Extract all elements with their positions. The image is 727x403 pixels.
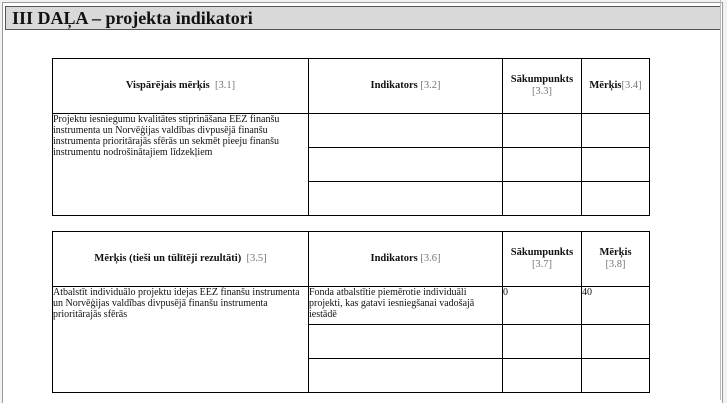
baseline-header — [503, 232, 582, 287]
header-ref: [3.8] — [605, 259, 626, 270]
header-ref: [3.3] — [531, 86, 553, 97]
results-objective-cell[interactable]: Atbalstīt individuālo projektu idejas EEZ finanšu instrumenta un Norvēģijas valdības divpusējā finanšu instrumenta prioritārajās sfērās — [53, 287, 309, 393]
overall-objective-header — [53, 59, 309, 114]
target-cell[interactable]: 40 — [582, 287, 650, 325]
table-row — [53, 287, 650, 325]
header-ref: [3.1] — [215, 80, 236, 91]
indicator-cell[interactable]: Fonda atbalstītie piemērotie individuāli projekti, kas gatavi iesniegšanai vadošajā iestādē — [309, 287, 503, 325]
section-title: III DAĻA – projekta indikatori — [5, 6, 721, 30]
target-cell[interactable] — [582, 148, 650, 182]
header-label: Vispārējais mērķis — [125, 80, 210, 91]
target-cell[interactable] — [582, 359, 650, 393]
indicator-header — [309, 59, 503, 114]
baseline-header — [503, 59, 582, 114]
indicator-cell[interactable] — [309, 359, 503, 393]
table-header-row — [53, 59, 650, 114]
header-label: Mērķis (tieši un tūlītēji rezultāti) — [94, 253, 242, 264]
table-header-row — [53, 232, 650, 287]
overall-objective-table — [52, 58, 650, 216]
target-header — [582, 232, 650, 287]
overall-objective-cell[interactable]: Projektu iesniegumu kvalitātes stiprināšana EEZ finanšu instrumenta un Norvēģijas valdības divpusējā finanšu instrumenta prioritārajās sfērās un sekmēt pieeju finanšu instrumentu nodrošinātajiem līdzekļiem — [53, 114, 309, 216]
baseline-cell[interactable] — [503, 182, 582, 216]
target-header — [582, 59, 650, 114]
header-label: Mērķis — [589, 80, 622, 91]
header-ref: [3.7] — [531, 259, 553, 270]
baseline-cell[interactable]: 0 — [503, 287, 582, 325]
indicator-cell[interactable] — [309, 148, 503, 182]
baseline-cell[interactable] — [503, 148, 582, 182]
baseline-cell[interactable] — [503, 359, 582, 393]
direct-results-table — [52, 231, 650, 393]
header-label: Indikators — [370, 253, 418, 264]
header-label: Sākumpunkts — [510, 247, 574, 258]
indicator-header — [309, 232, 503, 287]
header-label: Sākumpunkts — [510, 74, 574, 85]
target-cell[interactable] — [582, 325, 650, 359]
header-ref: [3.6] — [420, 253, 441, 264]
target-cell[interactable] — [582, 114, 650, 148]
baseline-cell[interactable] — [503, 114, 582, 148]
header-ref: [3.5] — [246, 253, 267, 264]
page-edge — [720, 0, 721, 400]
indicator-cell[interactable] — [309, 114, 503, 148]
indicator-cell[interactable] — [309, 325, 503, 359]
target-cell[interactable] — [582, 182, 650, 216]
header-label: Mērķis — [599, 247, 632, 258]
header-ref: [3.2] — [420, 80, 441, 91]
indicator-cell[interactable] — [309, 182, 503, 216]
results-objective-header — [53, 232, 309, 287]
baseline-cell[interactable] — [503, 325, 582, 359]
table-row — [53, 114, 650, 148]
header-label: Indikators — [370, 80, 418, 91]
header-ref: [3.4] — [621, 80, 642, 91]
